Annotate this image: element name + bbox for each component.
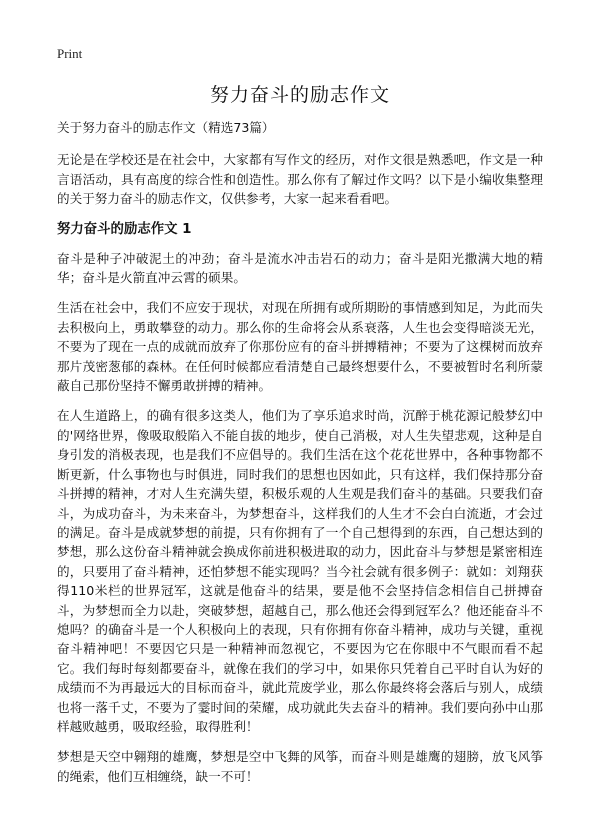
paragraph: 在人生道路上，的确有很多这类人，他们为了享乐追求时尚，沉醉于桃花源记般梦幻中的'网络世界，像吸取般陷入不能自拔的地步，使自己消极，对人生失望悲观，这种是自身引发的消极表现，也是我们不应倡导的。我们生活在这个花花世界中，各种事物都不断更新，什么事物也与时俱进，同时我们的思想也因如此，只有这样，我们保持那分奋斗拼搏的精神，才对人生充满失望，积极乐观的人生观是我们奋斗的基础。只要我们奋斗，为成功奋斗，为未来奋斗，为梦想奋斗，这样我们的人生才不会白白流逝，才会过的满足。奋斗是成就梦想的前提，只有你拥有了一个自己想得到的东西，自己想达到的梦想，那么这份奋斗精神就会换成你前进积极进取的动力，因此奋斗与梦想是紧密相连的，只要用了奋斗精神，还怕梦想不能实现吗？当今社会就有很多例子：就如：刘翔获得110米栏的世界冠军，这就是他奋斗的结果，要是他不会坚持信念相信自己拼搏奋斗，为梦想而全力以赴，突破梦想，超越自己，那么他还会得到冠军么？他还能奋斗不熄吗？的确奋斗是一个人积极向上的表现，只有你拥有你奋斗精神，成功与关键，重视奋斗精神吧！不要因它只是一种精神而忽视它，不要因为它在你眼中不气眼而看不起它。我们每时每刻都要奋斗，就像在我们的学习中，如果你只凭着自己平时自认为好的成绩而不为再最远大的目标而奋斗，就此荒废学业，那么你最终将会落后与别人，成绩也将一落千丈，不要为了霎时间的荣耀，成功就此失去奋斗的精神。我们要向孙中山那样越败越勇，吸取经验，取得胜利！ xyxy=(57,408,543,734)
paragraph: 奋斗是种子冲破泥土的冲劲；奋斗是流水冲击岩石的动力；奋斗是阳光撒满大地的精华；奋斗是火箭直冲云霄的硕果。 xyxy=(57,250,543,286)
article-subtitle: 关于努力奋斗的励志作文（精选73篇） xyxy=(57,120,275,135)
print-link[interactable]: Print xyxy=(57,46,83,61)
intro-paragraph: 无论是在学校还是在社会中，大家都有写作文的经历，对作文很是熟悉吧，作文是一种言语活动，具有高度的综合性和创造性。那么你有了解过作文吗？以下是小编收集整理的关于努力奋斗的励志作文，仅供参考，大家一起来看看吧。 xyxy=(57,152,543,207)
page-title: 努力奋斗的励志作文 xyxy=(209,84,390,106)
paragraph: 梦想是天空中翱翔的雄鹰，梦想是空中飞舞的风筝，而奋斗则是雄鹰的翅膀，放飞风筝的绳索，他们互相缠绕，缺一不可！ xyxy=(57,749,543,784)
paragraph: 生活在社会中，我们不应安于现状，对现在所拥有或所期盼的事情感到知足，为此而失去积极向上，勇敢攀登的动力。那么你的生命将会从系衰落，人生也会变得暗淡无光，不要为了现在一点的成就而放弃了你那份应有的奋斗拼搏精神；不要为了这棵树而放弃那片茂密葱郁的森林。在任何时候都应看清楚自己最终想要什么，不要被暂时名利所蒙蔽自己那份坚持不懈勇敢拼搏的精神。 xyxy=(57,300,543,394)
section-heading: 努力奋斗的励志作文 1 xyxy=(57,221,192,237)
article-body xyxy=(57,118,543,797)
